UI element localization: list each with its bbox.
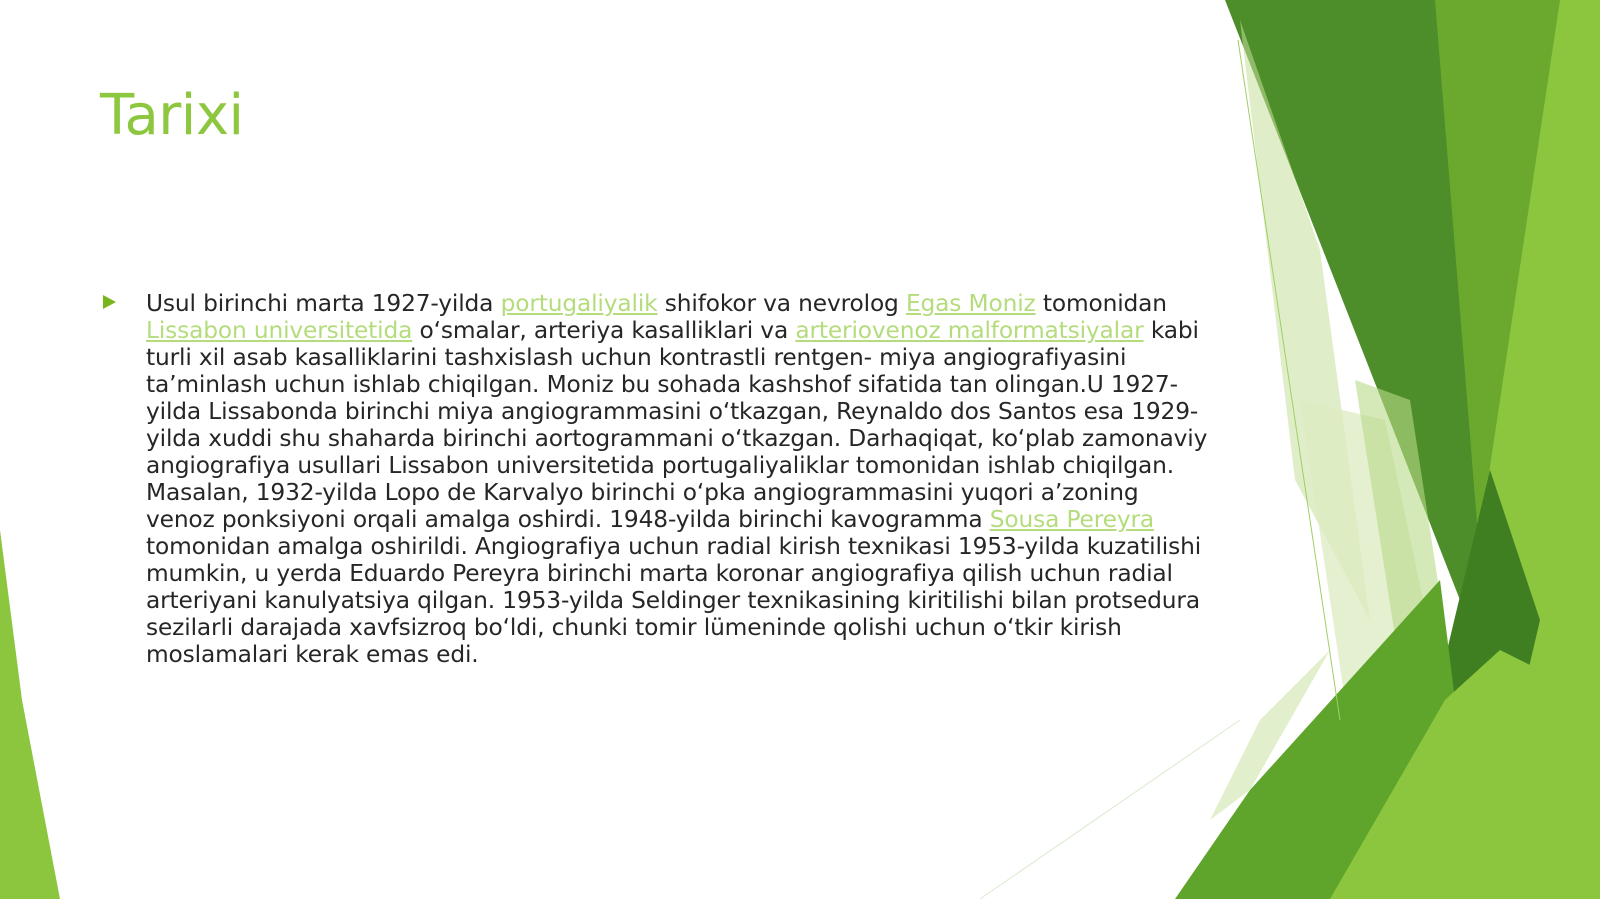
slide-title: Tarixi xyxy=(100,83,244,148)
link-sousa-pereyra[interactable]: Sousa Pereyra xyxy=(989,506,1155,533)
link-portugaliyalik[interactable]: portugaliyalik xyxy=(500,290,658,317)
text-run: tomonidan amalga oshirildi. Angiografiya uchun radial kirish texnikasi 1953-yilda kuzatilishi mumkin, u yerda Eduardo Pereyra birinchi marta koronar angiografiya qilish uchun radial arteriyani kanulyatsiya qilgan. 1953-yilda Seldinger texnikasining kiritilishi bilan protsedura sezilarli darajada xavfsizroq boʻldi, chunki tomir lümeninde qolishi uchun oʻtkir kirish moslamalari kerak emas edi. xyxy=(146,533,1202,668)
left-green-wedge xyxy=(0,530,60,899)
bullet-paragraph xyxy=(146,290,1210,668)
link-egas-moniz[interactable]: Egas Moniz xyxy=(905,290,1036,317)
triangle-right-icon xyxy=(103,295,116,309)
link-arteriovenoz-malformatsiyalar[interactable]: arteriovenoz malformatsiyalar xyxy=(795,317,1144,344)
text-run: shifokor va nevrolog xyxy=(657,290,906,317)
link-lissabon-universitetida[interactable]: Lissabon universitetida xyxy=(146,317,413,344)
text-run: o‘smalar, arteriya kasalliklari va xyxy=(412,317,796,344)
text-run: Usul birinchi marta 1927-yilda xyxy=(146,290,501,317)
text-run: tomonidan xyxy=(1035,290,1167,317)
text-run: kabi turli xil asab kasalliklarini tashxislash uchun kontrastli rentgen- miya angiografiyasini ta’minlash uchun ishlab chiqilgan. Moniz bu sohada kashshof sifatida tan olingan.U 1927-yilda Lissabonda birinchi miya angiogrammasini o‘tkazgan, Reynaldo dos Santos esa 1929-yilda xuddi shu shaharda birinchi aortogrammani o‘tkazgan. Darhaqiqat, koʻplab zamonaviy angiografiya usullari Lissabon universitetida portugaliyaliklar tomonidan ishlab chiqilgan. Masalan, 1932-yilda Lopo de Karvalyo birinchi oʻpka angiogrammasini yuqori aʼzoning venoz ponksiyoni orqali amalga oshirdi. 1948-yilda birinchi kavogramma xyxy=(146,317,1208,533)
bullet-list xyxy=(100,290,1210,668)
